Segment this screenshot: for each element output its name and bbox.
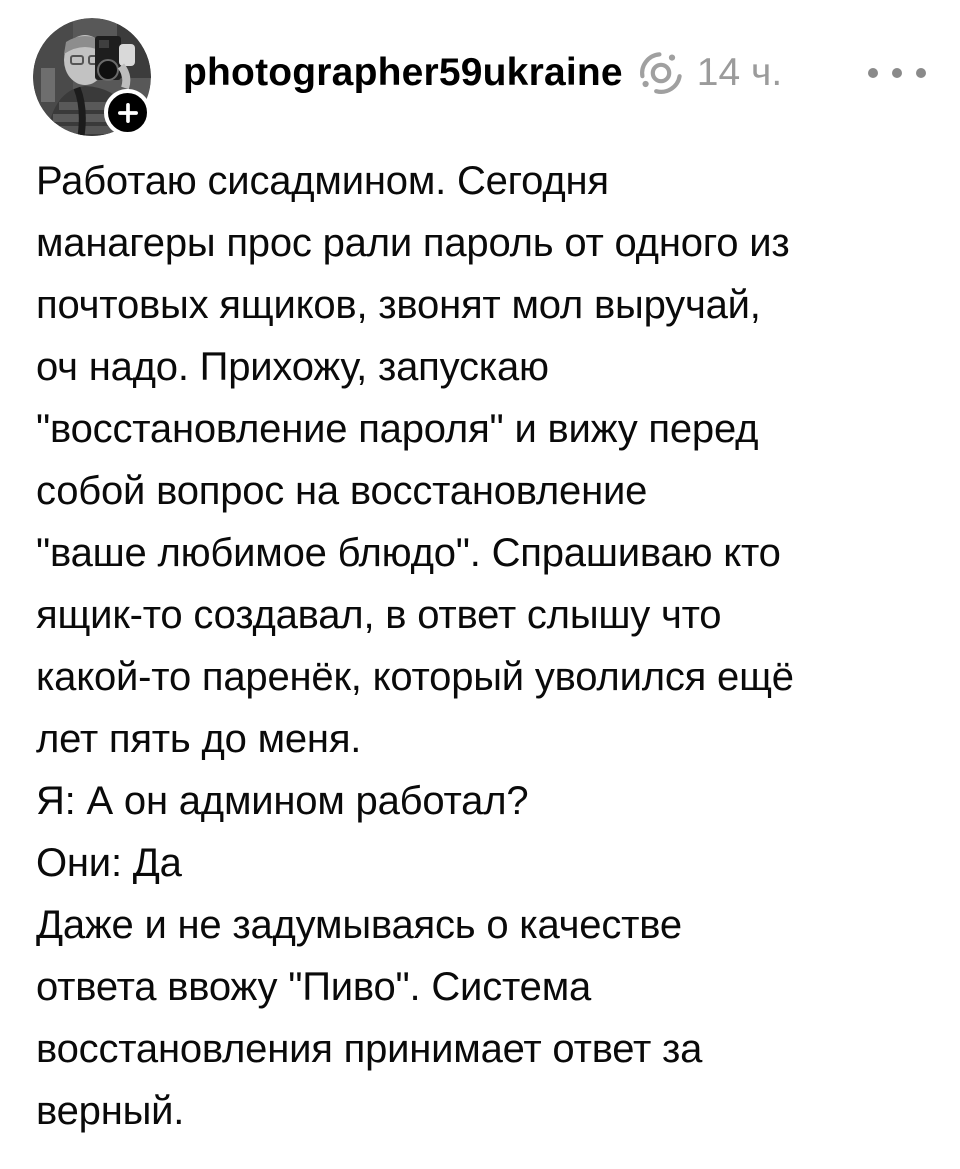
post-text-line: восстановления принимает ответ за xyxy=(36,1027,703,1071)
post-text-line: ответа ввожу "Пиво". Система xyxy=(36,965,592,1009)
post-text-line: оч надо. Прихожу, запускаю xyxy=(36,345,549,389)
menu-dot-icon xyxy=(868,68,878,78)
header-meta xyxy=(183,46,782,100)
post-text-line: собой вопрос на восстановление xyxy=(36,469,648,513)
post-text-line: лет пять до меня. xyxy=(36,717,362,761)
post-text-line: манагеры прос рали пароль от одного из xyxy=(36,221,790,265)
post-text-line: верный. xyxy=(36,1089,185,1133)
post-text xyxy=(36,150,940,1142)
post-header xyxy=(0,0,960,150)
post-text-line: "ваше любимое блюдо". Спрашиваю кто xyxy=(36,531,781,575)
avatar[interactable] xyxy=(33,18,151,136)
post-text-line: какой-то паренёк, который уволился ещё xyxy=(36,655,794,699)
follow-plus-badge[interactable] xyxy=(104,89,151,136)
post-text-line: ящик-то создавал, в ответ слышу что xyxy=(36,593,722,637)
plus-icon xyxy=(115,100,141,126)
post-text-line: "восстановление пароля" и вижу перед xyxy=(36,407,759,451)
more-options-button[interactable] xyxy=(862,52,932,94)
post-text-line: Я: А он админом работал? xyxy=(36,779,529,823)
username[interactable]: photographer59ukraine xyxy=(183,51,623,94)
post-text-line: почтовых ящиков, звонят мол выручай, xyxy=(36,283,761,327)
post-text-line: Даже и не задумываясь о качестве xyxy=(36,903,682,947)
menu-dot-icon xyxy=(916,68,926,78)
post-text-line: Они: Да xyxy=(36,841,182,885)
timestamp: 14 ч. xyxy=(696,51,783,94)
fediverse-icon xyxy=(637,49,685,97)
menu-dot-icon xyxy=(892,68,902,78)
post-text-line: Работаю сисадмином. Сегодня xyxy=(36,159,609,203)
